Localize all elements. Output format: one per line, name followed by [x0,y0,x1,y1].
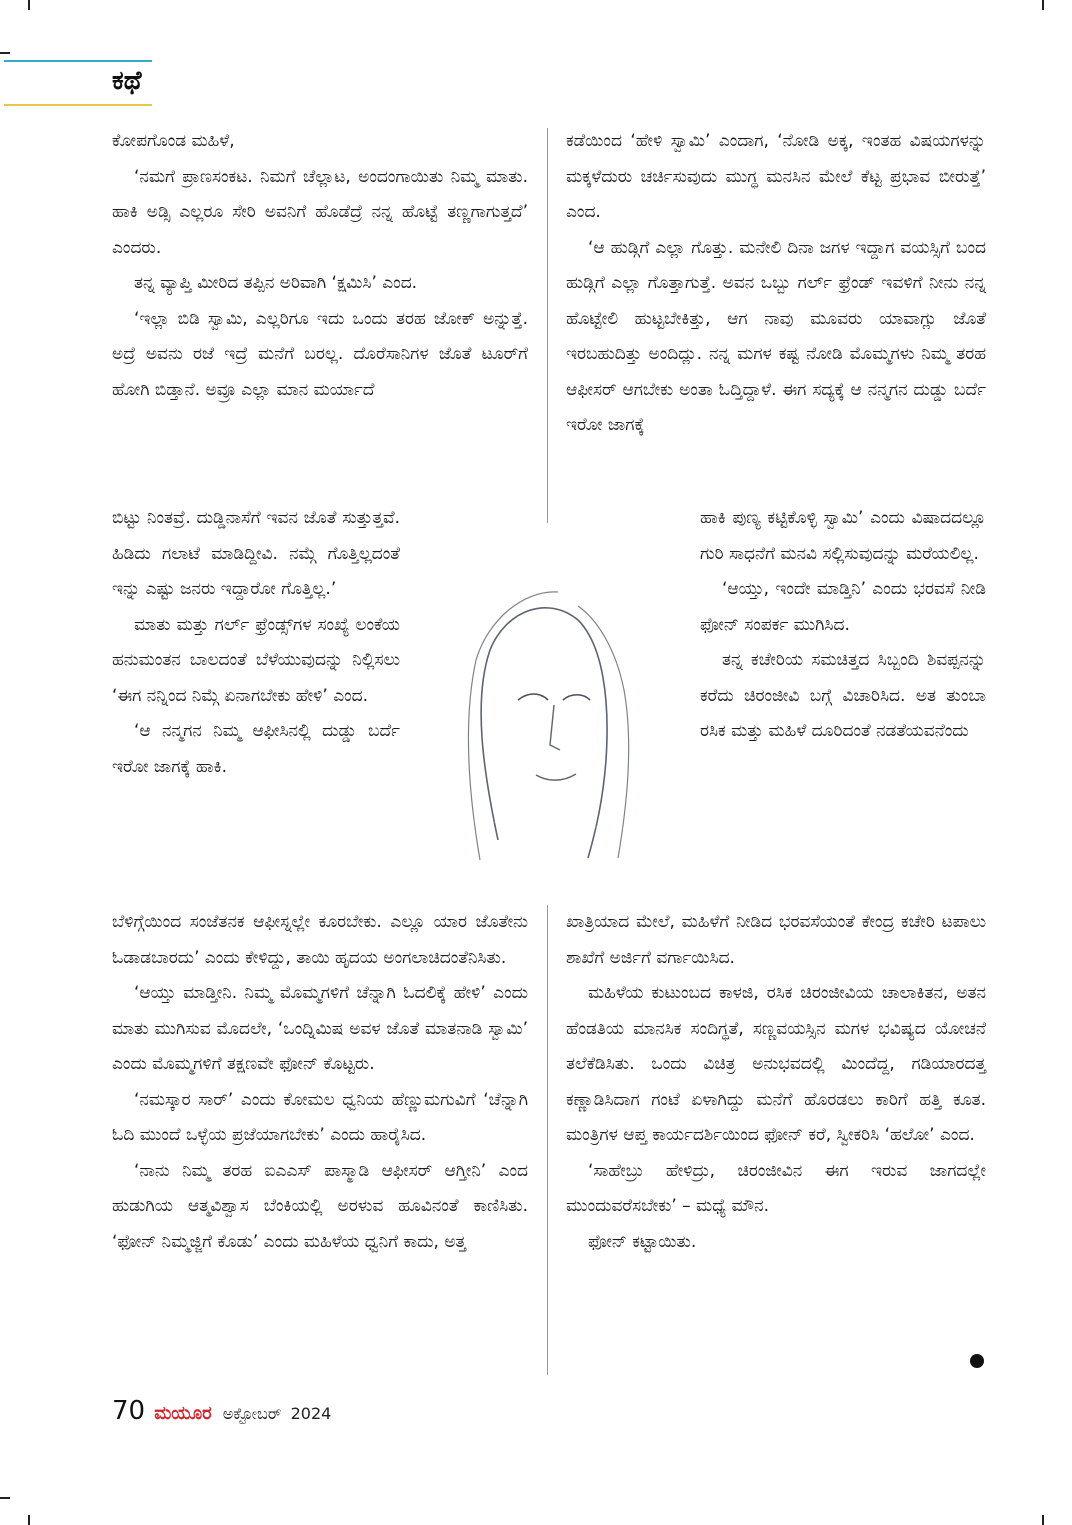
header-rule-bottom [4,104,152,106]
crop-mark [0,1497,10,1499]
paragraph: ಹಾಕಿ ಪುಣ್ಯ ಕಟ್ಟಿಕೊಳ್ಳಿ ಸ್ವಾಮಿ’ ಎಂದು ವಿಷಾದದಲ್ಲೂ ಗುರಿ ಸಾಧನೆಗೆ ಮನವಿ ಸಲ್ಲಿಸುವುದನ್ನು ಮರೆಯಲಿಲ್ಲ. [700,508,986,564]
left-column-narrow [112,501,400,785]
story-illustration [428,540,672,862]
paragraph: ತನ್ನ ಕಚೇರಿಯ ಸಮಚಿತ್ತದ ಸಿಬ್ಬಂದಿ ಶಿವಪ್ಪನನ್ನು ಕರೆದು ಚಿರಂಜೀವಿ ಬಗ್ಗೆ ವಿಚಾರಿಸಿದ. ಅತ ತುಂಬಾ ರಸಿಕ ಮತ್ತು ಮಹಿಳೆ ದೂರಿದಂತೆ ನಡತೆಯವನೆಂದು [700,650,986,741]
paragraph: ‘ಆ ಹುಡ್ಗಿಗೆ ಎಲ್ಲಾ ಗೊತ್ತು. ಮನೇಲಿ ದಿನಾ ಜಗಳ ಇದ್ದಾಗ ವಯಸ್ಸಿಗೆ ಬಂದ ಹುಡ್ಗಿಗೆ ಎಲ್ಲಾ ಗೊತ್ತಾಗುತ್ತೆ. ಅವನ ಒಬ್ಬು ಗರ್ಲ್ ಫ್ರೆಂಡ್ ಇವಳಿಗೆ ನೀನು ನನ್ನ ಹೊಟ್ಟೇಲಿ ಹುಟ್ಟಬೇಕಿತ್ತು, ಆಗ ನಾವು ಮೂವರು ಯಾವಾಗ್ಲು ಜೊತೆ ಇರಬಹುದಿತ್ತು ಅಂದಿದ್ಲು. ನನ್ನ ಮಗಳ ಕಷ್ಟ ನೋಡಿ ಮೊಮ್ಮಗಳು ನಿಮ್ಮ ತರಹ ಆಫೀಸರ್ ಆಗಬೇಕು ಅಂತಾ ಓದ್ತಿದ್ದಾಳೆ. ಈಗ ಸದ್ಯಕ್ಕೆ ಆ ನನ್ಮಗನ ದುಡ್ಡು ಬರ್ದೆ ಇರೋ ಜಾಗಕ್ಕೆ [566,237,986,435]
paragraph: ‘ಆ ನನ್ಮಗನ ನಿಮ್ಮ ಆಫೀಸಿನಲ್ಲಿ ದುಡ್ಡು ಬರ್ದೆ ಇರೋ ಜಾಗಕ್ಕೆ ಹಾಕಿ. [112,721,400,777]
crop-mark [1042,0,1044,10]
header-rule-top [4,60,152,62]
column-divider [547,128,548,523]
paragraph: ಕಡೆಯಿಂದ ‘ಹೇಳಿ ಸ್ವಾಮಿ’ ಎಂದಾಗ, ‘ನೋಡಿ ಅಕ್ಕ, ಇಂತಹ ವಿಷಯಗಳನ್ನು ಮಕ್ಕಳೆದುರು ಚರ್ಚಿಸುವುದು ಮುಗ್ಧ ಮನಸಿನ ಮೇಲೆ ಕೆಟ್ಟ ಪ್ರಭಾವ ಬೀರುತ್ತೆ’ ಎಂದ. [566,131,986,222]
story-end-mark [970,1354,984,1368]
issue-year: 2024 [290,1404,332,1423]
right-column-narrow [700,501,986,750]
right-column-bottom [566,905,986,1260]
left-column-bottom [112,905,528,1260]
paragraph: ‘ನಮಗೆ ಪ್ರಾಣಸಂಕಟ. ನಿಮಗೆ ಚೆಲ್ಲಾಟ, ಅಂದಂಗಾಯಿತು ನಿಮ್ಮ ಮಾತು. ಹಾಕಿ ಅಡ್ಸಿ ಎಲ್ಲರೂ ಸೇರಿ ಅವನಿಗೆ ಹೊಡೆದ್ರೆ ನನ್ನ ಹೊಟ್ಟೆ ತಣ್ಣಗಾಗುತ್ತದೆ’ ಎಂದರು. [112,166,528,258]
paragraph: ಬೆಳಿಗ್ಗೆಯಿಂದ ಸಂಜೆತನಕ ಆಫೀಸ್ನಲ್ಲೇ ಕೂರಬೇಕು. ಎಲ್ಲೂ ಯಾರ ಜೊತೇನು ಓಡಾಡಬಾರದು’ ಎಂದು ಕೇಳಿದ್ದು, ತಾಯಿ ಹೃದಯ ಅಂಗಲಾಚಿದಂತೆನಿಸಿತು. [112,912,528,968]
crop-mark [28,1515,30,1525]
paragraph: ‘ಇಲ್ಲಾ ಬಿಡಿ ಸ್ವಾಮಿ, ಎಲ್ಲರಿಗೂ ಇದು ಒಂದು ತರಹ ಜೋಕ್ ಅನ್ನುತ್ತೆ. ಅದ್ರೆ ಅವನು ರಜೆ ಇದ್ರೆ ಮನೆಗೆ ಬರಲ್ಲ. ದೊರೆಸಾನಿಗಳ ಜೊತೆ ಟೂರ್‌ಗೆ ಹೋಗಿ ಬಿಡ್ತಾನೆ. ಅವ್ರೂ ಎಲ್ಲಾ ಮಾನ ಮರ್ಯಾದೆ [112,308,528,400]
section-title: ಕಥೆ [112,66,142,96]
crop-mark [28,0,30,10]
paragraph: ‘ನಮಸ್ಕಾರ ಸಾರ್’ ಎಂದು ಕೋಮಲ ಧ್ವನಿಯ ಹೆಣ್ಣುಮಗುವಿಗೆ ‘ಚೆನ್ನಾಗಿ ಓದಿ ಮುಂದೆ ಒಳ್ಳೆಯ ಪ್ರಜೆಯಾಗಬೇಕು’ ಎಂದು ಹಾರೈಸಿದ. [112,1089,528,1145]
paragraph: ‘ಸಾಹೇಬ್ರು ಹೇಳಿದ್ರು, ಚಿರಂಜೀವಿನ ಈಗ ಇರುವ ಜಾಗದಲ್ಲೇ ಮುಂದುವರೆಸಬೇಕು’ – ಮಧ್ಯೆ ಮೌನ. [566,1160,986,1216]
page-footer [112,1396,331,1426]
right-column-top [566,124,986,444]
paragraph: ‘ನಾನು ನಿಮ್ಮ ತರಹ ಐಎಎಸ್ ಪಾಸ್ಮಾಡಿ ಆಫೀಸರ್ ಆಗ್ತೀನಿ’ ಎಂದ ಹುಡುಗಿಯ ಆತ್ಮವಿಶ್ವಾಸ ಬೆಂಕಿಯಲ್ಲಿ ಅರಳುವ ಹೂವಿನಂತೆ ಕಾಣಿಸಿತು. ‘ಫೋನ್ ನಿಮ್ಮಜ್ಜಿಗೆ ಕೊಡು’ ಎಂದು ಮಹಿಳೆಯ ಧ್ವನಿಗೆ ಕಾದು, ಅತ್ತ [112,1160,528,1252]
illustration-sketch [428,540,672,862]
paragraph: ತನ್ನ ವ್ಯಾಪ್ತಿ ಮೀರಿದ ತಪ್ಪಿನ ಅರಿವಾಗಿ ‘ಕ್ಷಮಿಸಿ’ ಎಂದ. [134,273,418,293]
left-column-top [112,124,528,408]
page-number: 70 [112,1396,146,1426]
issue-month: ಅಕ್ಟೋಬರ್ [222,1404,282,1423]
paragraph: ಮಾತು ಮತ್ತು ಗರ್ಲ್ ಫ್ರೆಂಡ್ಸ್‌ಗಳ ಸಂಖ್ಯೆ ಲಂಕೆಯ ಹನುಮಂತನ ಬಾಲದಂತೆ ಬೆಳೆಯುವುದನ್ನು ನಿಲ್ಲಿಸಲು ‘ಈಗ ನನ್ನಿಂದ ನಿಮ್ಗೆ ಏನಾಗಬೇಕು ಹೇಳಿ’ ಎಂದ. [112,614,400,706]
paragraph: ಖಾತ್ರಿಯಾದ ಮೇಲೆ, ಮಹಿಳೆಗೆ ನೀಡಿದ ಭರವಸೆಯಂತೆ ಕೇಂದ್ರ ಕಚೇರಿ ಟಪಾಲು ಶಾಖೆಗೆ ಅರ್ಜಿಗೆ ವರ್ಗಾಯಿಸಿದ. [566,912,986,968]
column-divider [547,905,548,1375]
paragraph: ‘ಆಯ್ತು ಮಾಡ್ತೀನಿ. ನಿಮ್ಮ ಮೊಮ್ಮಗಳಿಗೆ ಚೆನ್ನಾಗಿ ಓದಲಿಕ್ಕೆ ಹೇಳಿ’ ಎಂದು ಮಾತು ಮುಗಿಸುವ ಮೊದಲೇ, ‘ಒಂದ್ನಿಮಿಷ ಅವಳ ಜೊತೆ ಮಾತನಾಡಿ ಸ್ವಾಮಿ’ ಎಂದು ಮೊಮ್ಮಗಳಿಗೆ ತಕ್ಷಣವೇ ಫೋನ್ ಕೊಟ್ಟರು. [112,983,528,1074]
paragraph: ಬಿಟ್ಟು ನಿಂತವ್ರೆ. ದುಡ್ಡಿನಾಸೆಗೆ ಇವನ ಜೊತೆ ಸುತ್ತುತ್ತವೆ. ಹಿಡಿದು ಗಲಾಟೆ ಮಾಡಿದ್ದೀವಿ. ನಮ್ಗೆ ಗೊತ್ತಿಲ್ಲದಂತೆ ಇನ್ನು ಎಷ್ಟು ಜನರು ಇದ್ದಾರೋ ಗೊತ್ತಿಲ್ಲ.’ [112,508,400,599]
magazine-logo: ಮಯೂರ [154,1403,212,1424]
paragraph: ಮಹಿಳೆಯ ಕುಟುಂಬದ ಕಾಳಜಿ, ರಸಿಕ ಚಿರಂಜೀವಿಯ ಚಾಲಾಕಿತನ, ಅತನ ಹೆಂಡತಿಯ ಮಾನಸಿಕ ಸಂದಿಗ್ಧತೆ, ಸಣ್ಣವಯಸ್ಸಿನ ಮಗಳ ಭವಿಷ್ಯದ ಯೋಚನೆ ತಲೆಕೆಡಿಸಿತು. ಒಂದು ವಿಚಿತ್ರ ಅನುಭವದಲ್ಲಿ ಮಿಂದೆದ್ದ, ಗಡಿಯಾರದತ್ತ ಕಣ್ಣಾಡಿಸಿದಾಗ ಗಂಟೆ ಏಳಾಗಿದ್ದು ಮನೆಗೆ ಹೊರಡಲು ಕಾರಿಗೆ ಹತ್ತಿ ಕೂತ. ಮಂತ್ರಿಗಳ ಆಪ್ತ ಕಾರ್ಯದರ್ಶಿಯಿಂದ ಫೋನ್ ಕರೆ, ಸ್ವೀಕರಿಸಿ ‘ಹಲೋ’ ಎಂದ. [566,983,986,1145]
crop-mark [0,52,10,54]
paragraph: ಫೋನ್ ಕಟ್ಟಾಯಿತು. [588,1231,697,1252]
paragraph: ‘ಆಯ್ತು, ಇಂದೇ ಮಾಡ್ತಿನಿ’ ಎಂದು ಭರವಸೆ ನೀಡಿ ಫೋನ್ ಸಂಪರ್ಕ ಮುಗಿಸಿದ. [700,579,986,635]
paragraph: ಕೋಪಗೊಂಡ ಮಹಿಳೆ, [112,131,235,151]
crop-mark [1042,1515,1044,1525]
